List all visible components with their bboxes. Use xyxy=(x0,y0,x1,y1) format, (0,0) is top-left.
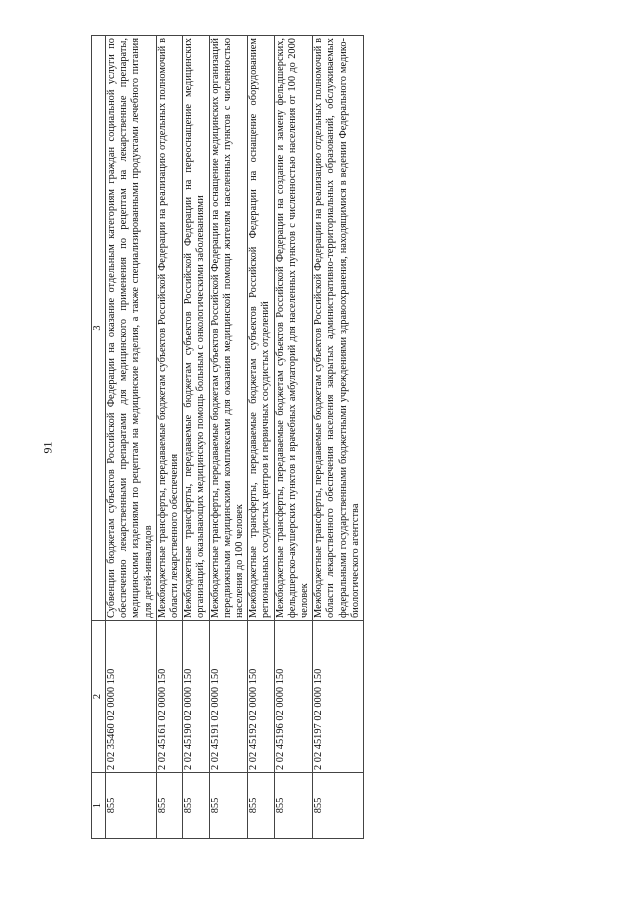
table-row xyxy=(156,36,182,839)
table-row xyxy=(274,36,313,839)
admin-code-cell: 855 xyxy=(274,773,313,839)
header-col-3: 3 xyxy=(92,36,106,621)
admin-code-cell: 855 xyxy=(106,773,157,839)
table-row xyxy=(248,36,274,839)
header-col-2: 2 xyxy=(92,621,106,773)
rotated-page-content xyxy=(91,38,543,851)
table-row xyxy=(106,36,157,839)
budget-code-cell: 2 02 45196 02 0000 150 xyxy=(274,621,313,773)
budget-code-cell: 2 02 45161 02 0000 150 xyxy=(156,621,182,773)
admin-code-cell: 855 xyxy=(209,773,248,839)
revenue-codes-table xyxy=(91,35,364,839)
admin-code-cell: 855 xyxy=(313,773,364,839)
table-row xyxy=(183,36,209,839)
description-cell: Межбюджетные трансферты, передаваемые бюджетам субъектов Российской Федерации на оснащение медицинских организаций передвижными медицинскими комплексами для оказания медицинской помощи жителям населенных пунктов с численностью населения до 100 человек xyxy=(209,36,248,621)
admin-code-cell: 855 xyxy=(156,773,182,839)
budget-code-cell: 2 02 45192 02 0000 150 xyxy=(248,621,274,773)
description-cell: Субвенции бюджетам субъектов Российской Федерации на оказание отдельным категориям граждан социальной услуги по обеспечению лекарственными препаратами для медицинского применения по рецептам на лекарственные препараты, медицинскими изделиями по рецептам на медицинские изделия, а также специализированными продуктами лечебного питания для детей-инвалидов xyxy=(106,36,157,621)
description-cell: Межбюджетные трансферты, передаваемые бюджетам субъектов Российской Федерации на создание и замену фельдшерских, фельдшерско-акушерских пунктов и врачебных амбулаторий для населенных пунктов с численностью населения от 100 до 2000 человек xyxy=(274,36,313,621)
admin-code-cell: 855 xyxy=(248,773,274,839)
header-col-1: 1 xyxy=(92,773,106,839)
budget-code-cell: 2 02 45191 02 0000 150 xyxy=(209,621,248,773)
description-cell: Межбюджетные трансферты, передаваемые бюджетам субъектов Российской Федерации на реализацию отдельных полномочий в области лекарственного обеспечения xyxy=(156,36,182,621)
table-header-row xyxy=(92,36,106,839)
table-row xyxy=(313,36,364,839)
budget-code-cell: 2 02 45197 02 0000 150 xyxy=(313,621,364,773)
description-cell: Межбюджетные трансферты, передаваемые бюджетам субъектов Российской Федерации на оснащение оборудованием региональных сосудистых центров и первичных сосудистых отделений xyxy=(248,36,274,621)
page-number: 91 xyxy=(40,441,55,454)
admin-code-cell: 855 xyxy=(183,773,209,839)
budget-code-cell: 2 02 45190 02 0000 150 xyxy=(183,621,209,773)
table-row xyxy=(209,36,248,839)
budget-code-cell: 2 02 35460 02 0000 150 xyxy=(106,621,157,773)
description-cell: Межбюджетные трансферты, передаваемые бюджетам субъектов Российской Федерации на переоснащение медицинских организаций, оказывающих медицинскую помощь больным с онкологическими заболеваниями xyxy=(183,36,209,621)
description-cell: Межбюджетные трансферты, передаваемые бюджетам субъектов Российской Федерации на реализацию отдельных полномочий в области лекарственного обеспечения населения закрытых административно-территориальных образований, обслуживаемых федеральными государственными бюджетными учреждениями здравоохранения, находящимися в ведении Федерального медико-биологического агентства xyxy=(313,36,364,621)
